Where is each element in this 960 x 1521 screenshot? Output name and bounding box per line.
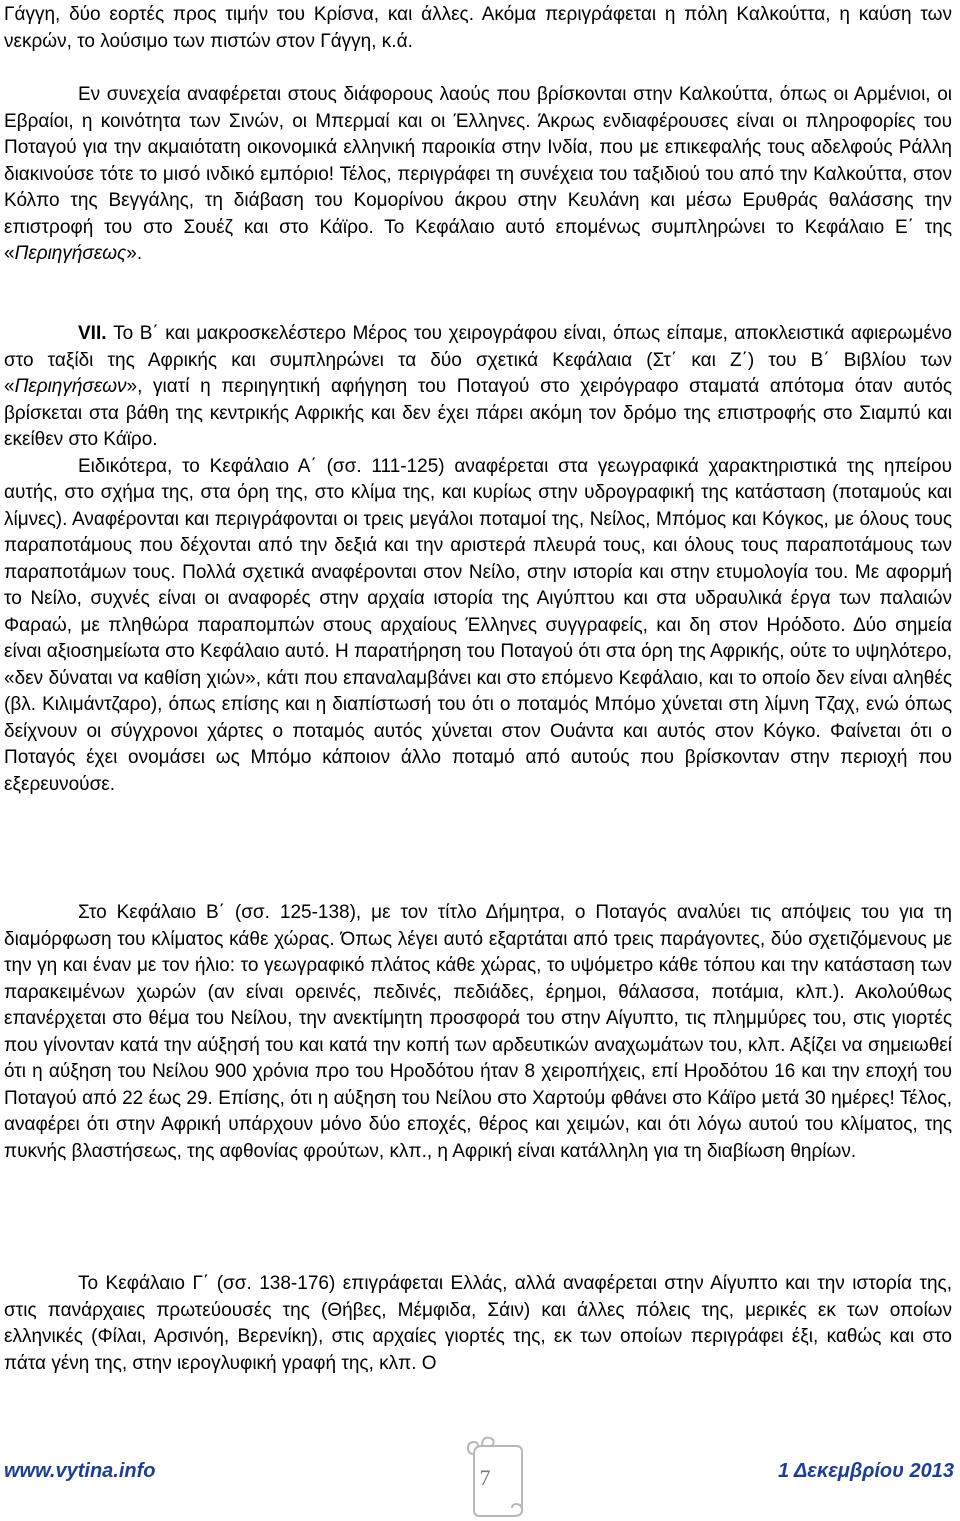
- body-text-chapter-b: [4, 900, 952, 1165]
- footer-date: 1 Δεκεμβρίου 2013: [777, 1460, 954, 1482]
- paragraph-peoples-text: Εν συνεχεία αναφέρεται στους διάφορους λαούς που βρίσκονται στην Καλκούττα, όπως οι Αρμένιοι, οι Εβραίοι, η κοινότητα των Σινών, οι Μπερμαί και οι Έλληνες. Άκρως ενδιαφέρουσες είναι οι πληροφορίες του Ποταγού για την ακμαιότατη οικονομικά ελληνική παροικία στην Ινδία, που με επικεφαλής τους αδελφούς Ράλλη διακινούσε τότε το μισό ινδικό εμπόριο! Τέλος, περιγράφει τη συνέχεια του ταξιδιού του από την Καλκούττα, στον Κόλπο της Βεγγάλης, τη διάβαση του Κομορίνου άκρου στην Κευλάνη και μέσω Ερυθράς θαλάσσης την επιστροφή του στο Σουέζ και στο Κάϊρο. Το Κεφάλαιο αυτό επομένως συμπληρώνει το Κεφάλαιο Ε΄ της «: [4, 84, 952, 264]
- paragraph-section-vii-text: Το Β΄ και μακροσκελέστερο Μέρος του χειρογράφου είναι, όπως είπαμε, αποκλειστικά αφιερωμένο στο ταξίδι της Αφρικής και συμπληρώνει τα δύο σχετικά Κεφάλαια (Στ΄ και Ζ΄) του Β΄ Βιβλίου των «: [4, 323, 952, 397]
- footer-website-link[interactable]: www.vytina.info: [4, 1460, 156, 1482]
- paragraph-chapter-c: Το Κεφάλαιο Γ΄ (σσ. 138-176) επιγράφεται Ελλάς, αλλά αναφέρεται στην Αίγυπτο και την ιστορία της, στις πανάρχαιες πρωτεύουσές της (Θήβες, Μέμφιδα, Σάιν) και άλλες πόλεις της, μερικές εκ των οποίων ελληνικές (Φίλαι, Αρσινόη, Βερενίκη), στις αρχαίες γιορτές της, εκ των οποίων περιγράφει έξι, καθώς και στο πάτα γένη της, στην ιερογλυφική γραφή της, κλπ. Ο: [4, 1273, 952, 1374]
- paragraph-peoples: [4, 82, 952, 268]
- paragraph-peoples-italic: Περιηγήσεως: [14, 243, 127, 264]
- paragraph-section-vii-end: », γιατί η περιηγητική αφήγηση του Ποταγού στο χειρόγραφο σταματά απότομα όταν αυτός βρίσκεται στα βάθη της κεντρικής Αφρικής και δεν έχει πάρει ακόμη τον δρόμο της επιστροφής στο Σιαμπύ και εκείθεν στο Κάϊρο.: [4, 376, 952, 450]
- body-text-top: [4, 2, 952, 55]
- paragraph-chapter-b: Στο Κεφάλαιο Β΄ (σσ. 125-138), με τον τίτλο Δήμητρα, ο Ποταγός αναλύει τις απόψεις του για τη διαμόρφωση του κλίματος κάθε χώρας. Όπως λέγει αυτό εξαρτάται από τρεις παράγοντες, δύο σχετιζόμενους με την γη και έναν με τον ήλιο: το γεωγραφικό πλάτος κάθε χώρας, το υψόμετρο κάθε τόπου και την κατάσταση των παρακειμένων χωρών (αν είναι ορεινές, πεδινές, πεδιάδες, έρημοι, θάλασσα, ποτάμια, κλπ.). Ακολούθως επανέρχεται στο θέμα του Νείλου, την ανεκτίμητη προσφορά του στην Αίγυπτο, τις πλημμύρες του, στις γιορτές που γίνονταν κατά την αύξησή του και κατά την κοπή των αρδευτικών αναχωμάτων του, κλπ. Αξίζει να σημειωθεί ότι η αύξηση του Νείλου 900 χρόνια προ του Ηροδότου ήταν 8 χειροπήχεις, επί Ηροδότου 16 και την εποχή του Ποταγού από 22 έως 29. Επίσης, ότι η αύξηση του Νείλου στο Χαρτούμ φθάνει στο Κάϊρο μετά 30 ημέρες! Τέλος, αναφέρει ότι στην Αφρική υπάρχουν μόνο δύο εποχές, θέρος και χειμών, και ότι λόγω αυτού του κλίματος, της πυκνής βλαστήσεως, της αφθονίας φρούτων, κλπ., η Αφρική είναι κατάλληλη για τη διαβίωση θηρίων.: [4, 902, 952, 1162]
- body-text-section-vii: [4, 321, 952, 798]
- paragraph-section-vii: [4, 321, 952, 454]
- body-text-chapter-c: [4, 1271, 952, 1377]
- body-text-peoples: [4, 82, 952, 268]
- section-number: VII.: [78, 323, 107, 344]
- paragraph-ganges: Γάγγη, δύο εορτές προς τιμήν του Κρίσνα, και άλλες. Ακόμα περιγράφεται η πόλη Καλκούττα, η καύση των νεκρών, το λούσιμο των πιστών στον Γάγγη, κ.ά.: [4, 4, 952, 52]
- page-number: 7: [479, 1465, 491, 1490]
- paragraph-peoples-end: ».: [126, 243, 143, 264]
- paragraph-chapter-a: Ειδικότερα, το Κεφάλαιο Α΄ (σσ. 111-125) αναφέρεται στα γεωγραφικά χαρακτηριστικά της ηπείρου αυτής, στο σχήμα της, στα όρη της, στο κλίμα της, και κυρίως στην υδρογραφική της κατάσταση (ποταμούς και λίμνες). Αναφέρονται και περιγράφονται οι τρεις μεγάλοι ποταμοί της, Νείλος, Μπόμος και Κόγκος, με όλους τους παραποτάμους που δέχονται από την δεξιά και την αριστερά πλευρά τους, και όλους τους παραποτάμους των παραποτάμων τους. Πολλά σχετικά αναφέρονται στον Νείλο, στην ιστορία και στην ετυμολογία του. Με αφορμή το Νείλο, συχνές είναι οι αναφορές στην αρχαία ιστορία της Αιγύπτου και στα υδραυλικά έργα των παλαιών Φαραώ, με πληθώρα παραπομπών στους αρχαίους Έλληνες συγγραφείς, και δη στον Ηρόδοτο. Δύο σημεία είναι αξιοσημείωτα στο Κεφάλαιο αυτό. Η παρατήρηση του Ποταγού ότι στα όρη της Αφρικής, ούτε το υψηλότερο, «δεν δύναται να καθίση χιών», κάτι που επαναλαμβάνει και στο επόμενο Κεφάλαιο, και το οποίο δεν είναι αληθές (βλ. Κιλιμάντζαρο), όπως επίσης και η διαπίστωσή του ότι ο ποταμός Μπόμο χύνεται στη λίμνη Τζαχ, ενώ όπως δείχνουν οι σύγχρονοι χάρτες ο ποταμός αυτός χύνεται στον Ουάντα και αυτός στον Κόγκο. Φαίνεται ότι ο Ποταγός έχει ονομάσει ως Μπόμο κάποιον άλλο ποταμό από αυτούς που βρίσκονταν στην περιοχή που εξερευνούσε.: [4, 455, 952, 795]
- paragraph-section-vii-italic: Περιηγήσεων: [14, 376, 127, 397]
